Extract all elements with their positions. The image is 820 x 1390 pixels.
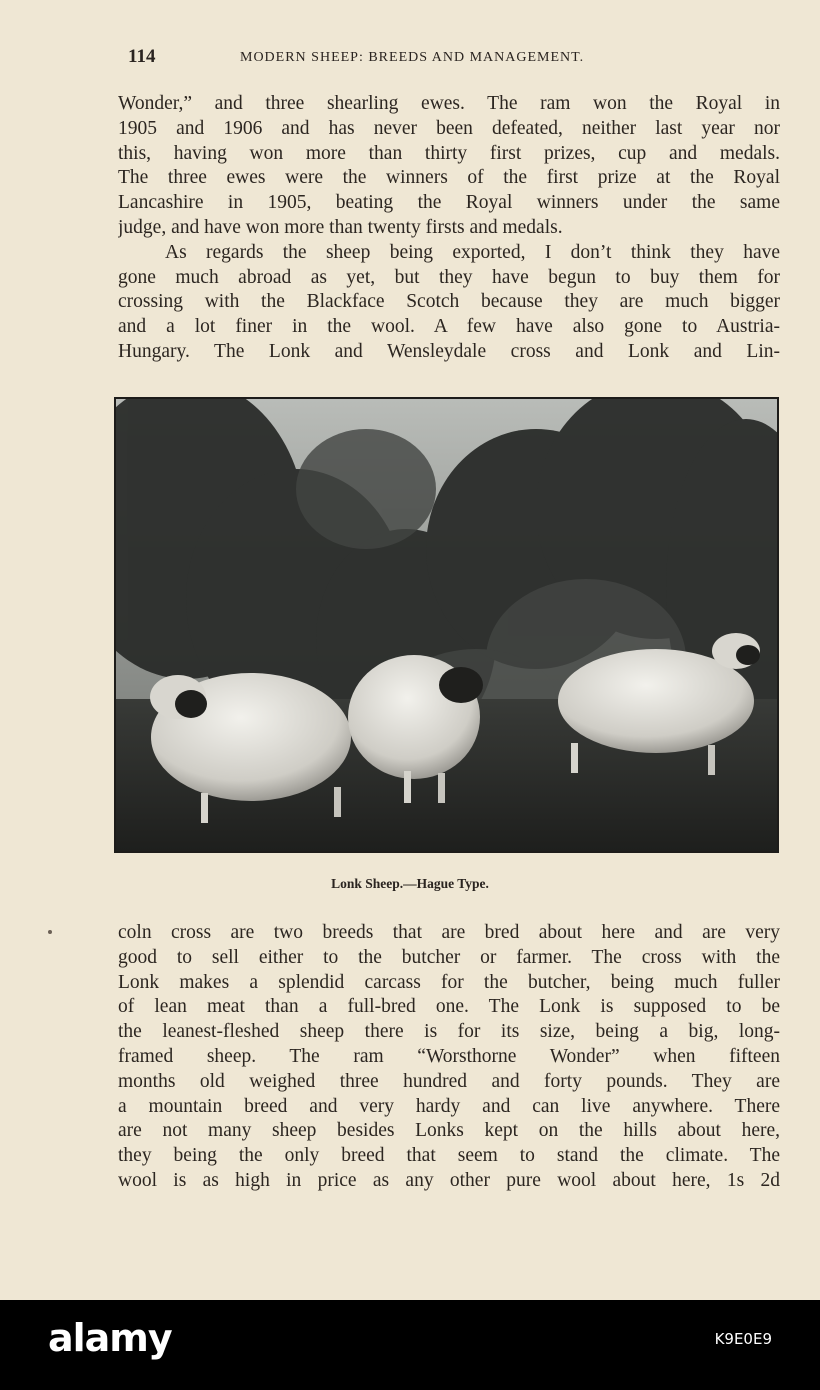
text-line: the leanest-fleshed sheep there is for its size, being a big, long- <box>118 1021 780 1043</box>
text-line: 1905 and 1906 and has never been defeated, neither last year nor <box>118 117 780 139</box>
sheep-photo-illustration <box>116 399 777 851</box>
running-head <box>118 46 780 70</box>
text-line: judge, and have won more than twenty firsts and medals. <box>118 216 563 238</box>
body-text-bottom <box>118 921 780 1194</box>
text-line: are not many sheep besides Lonks kept on the hills about here, <box>118 1120 780 1142</box>
text-line: As regards the sheep being exported, I don’t think they have <box>165 241 780 263</box>
text-line: Wonder,” and three shearling ewes. The ram won the Royal in <box>118 93 780 114</box>
figure-caption: Lonk Sheep.—Hague Type. <box>331 876 489 891</box>
text-line: and a lot finer in the wool. A few have also gone to Austria- <box>118 316 780 338</box>
sheep-photograph <box>114 397 779 853</box>
text-line: this, having won more than thirty first prizes, cup and medals. <box>118 142 780 164</box>
stock-image-id: K9E0E9 <box>714 1330 772 1348</box>
text-line: gone much abroad as yet, but they have begun to buy them for <box>118 266 780 288</box>
text-line: of lean meat than a full-bred one. The Lonk is supposed to be <box>118 996 780 1018</box>
text-line: they being the only breed that seem to stand the climate. The <box>118 1145 780 1167</box>
text-line: Lonk makes a splendid carcass for the butcher, being much fuller <box>118 971 780 993</box>
margin-mark <box>48 930 52 934</box>
body-text-top <box>118 92 780 365</box>
text-line: crossing with the Blackface Scotch because they are much bigger <box>118 291 780 313</box>
text-line: good to sell either to the butcher or farmer. The cross with the <box>118 946 780 968</box>
text-line: Lancashire in 1905, beating the Royal winners under the same <box>118 192 780 214</box>
text-line: a mountain breed and very hardy and can live anywhere. There <box>118 1095 780 1117</box>
page-number: 114 <box>128 46 156 67</box>
text-line: framed sheep. The ram “Worsthorne Wonder” when fifteen <box>118 1045 780 1067</box>
text-line: coln cross are two breeds that are bred about here and are very <box>118 922 780 943</box>
text-line: months old weighed three hundred and forty pounds. They are <box>118 1070 780 1092</box>
running-title: MODERN SHEEP: BREEDS AND MANAGEMENT. <box>240 50 585 65</box>
watermark-logo: alamy <box>48 1316 172 1360</box>
text-line: wool is as high in price as any other pure wool about here, 1s 2d <box>118 1169 780 1191</box>
text-line: Hungary. The Lonk and Wensleydale cross and Lonk and Lin- <box>118 340 780 362</box>
text-line: The three ewes were the winners of the first prize at the Royal <box>118 167 780 189</box>
